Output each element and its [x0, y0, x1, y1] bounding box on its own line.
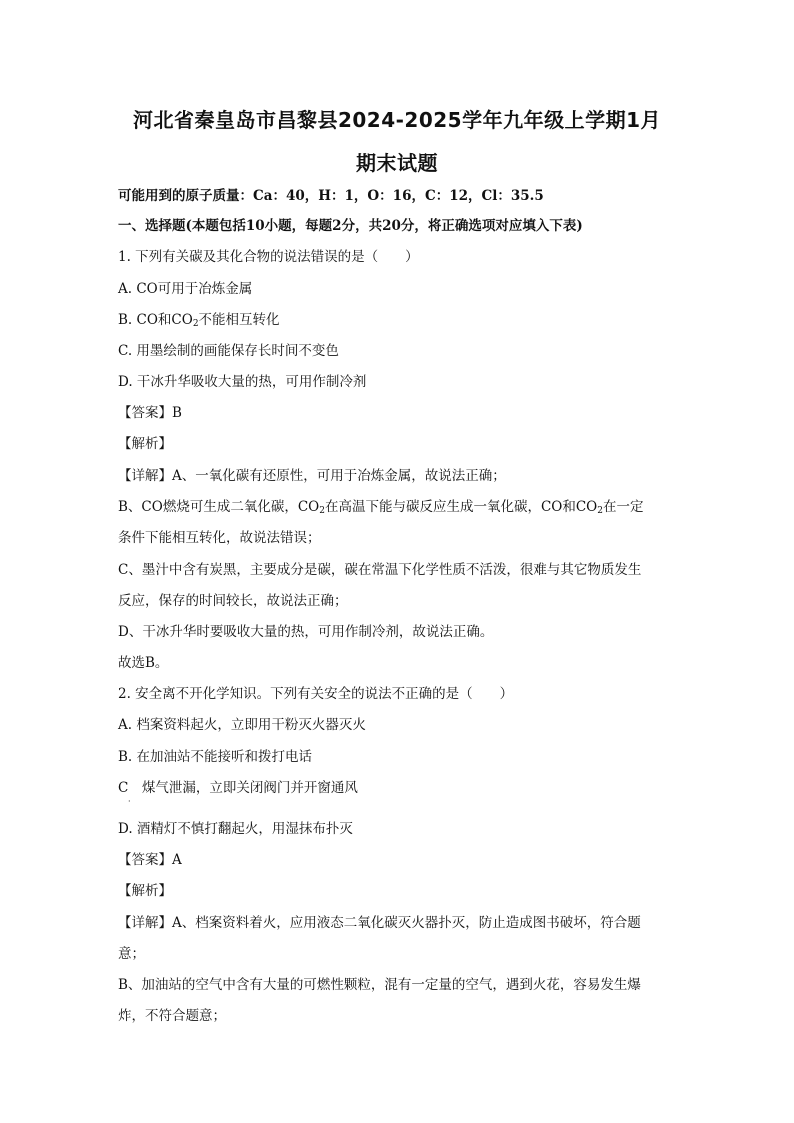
question-2-detail-a-line-2: 意； — [118, 946, 145, 962]
detail-b-text-1: B、CO燃烧可生成二氧化碳，CO — [118, 499, 320, 515]
question-2-option-c: C 煤气泄漏，立即关闭阀门并开窗通风 — [118, 780, 358, 796]
detail-b-text-2: 在高温下能与碳反应生成一氧化碳，CO和CO — [324, 499, 598, 515]
question-2-detail-a-line-1: 【详解】A、档案资料着火，应用液态二氧化碳灭火器扑灭，防止造成图书破坏，符合题 — [118, 915, 641, 931]
question-1-detail-b-line-2: 条件下能相互转化，故说法错误； — [118, 530, 321, 546]
question-1-answer: 【答案】B — [118, 405, 182, 421]
stray-dot-mark: · — [128, 797, 131, 806]
question-1-option-d: D. 干冰升华吸收大量的热，可用作制冷剂 — [118, 374, 367, 390]
question-2-detail-b-line-1: B、加油站的空气中含有大量的可燃性颗粒，混有一定量的空气，遇到火花，容易发生爆 — [118, 977, 641, 993]
document-title-line-2: 期末试题 — [356, 151, 438, 175]
subscript: 2 — [192, 319, 199, 329]
question-2-option-b: B. 在加油站不能接听和拨打电话 — [118, 749, 313, 765]
question-2-answer: 【答案】A — [118, 852, 182, 868]
section-heading: 一、选择题(本题包括10小题，每题2分，共20分，将正确选项对应填入下表) — [118, 218, 583, 234]
option-b-text-1: B. CO和CO — [118, 312, 193, 328]
detail-b-text-3: 在一定 — [602, 499, 644, 515]
question-2-detail-b-line-2: 炸，不符合题意； — [118, 1008, 226, 1024]
atomic-mass-note: 可能用到的原子质量：Ca：40，H：1，O：16，C：12，Cl：35.5 — [118, 188, 544, 204]
question-1-stem: 1. 下列有关碳及其化合物的说法错误的是（ ） — [118, 249, 419, 265]
question-1-detail-c-line-1: C、墨汁中含有炭黑，主要成分是碳，碳在常温下化学性质不活泼，很难与其它物质发生 — [118, 562, 642, 578]
question-2-stem: 2. 安全离不开化学知识。下列有关安全的说法不正确的是（ ） — [118, 686, 514, 702]
question-1-option-c: C. 用墨绘制的画能保存长时间不变色 — [118, 343, 339, 359]
option-b-text-2: 不能相互转化 — [198, 312, 280, 328]
question-1-detail-b-line-1 — [118, 497, 678, 517]
question-1-option-b — [118, 310, 678, 330]
question-2-analysis-label: 【解析】 — [118, 883, 172, 899]
question-1-detail-a: 【详解】A、一氧化碳有还原性，可用于冶炼金属，故说法正确； — [118, 468, 506, 484]
document-title-line-1: 河北省秦皇岛市昌黎县2024-2025学年九年级上学期1月 — [132, 108, 662, 132]
question-1-option-a: A. CO可用于冶炼金属 — [118, 281, 253, 297]
question-1-conclusion: 故选B。 — [118, 655, 169, 671]
question-2-option-d: D. 酒精灯不慎打翻起火，用湿抹布扑灭 — [118, 821, 353, 837]
question-1-analysis-label: 【解析】 — [118, 436, 172, 452]
question-1-detail-d: D、干冰升华时要吸收大量的热，可用作制冷剂，故说法正确。 — [118, 624, 494, 640]
question-1-detail-c-line-2: 反应，保存的时间较长，故说法正确； — [118, 593, 348, 609]
subscript: 2 — [597, 506, 603, 516]
subscript: 2 — [319, 506, 325, 516]
question-2-option-a: A. 档案资料起火，立即用干粉灭火器灭火 — [118, 717, 366, 733]
